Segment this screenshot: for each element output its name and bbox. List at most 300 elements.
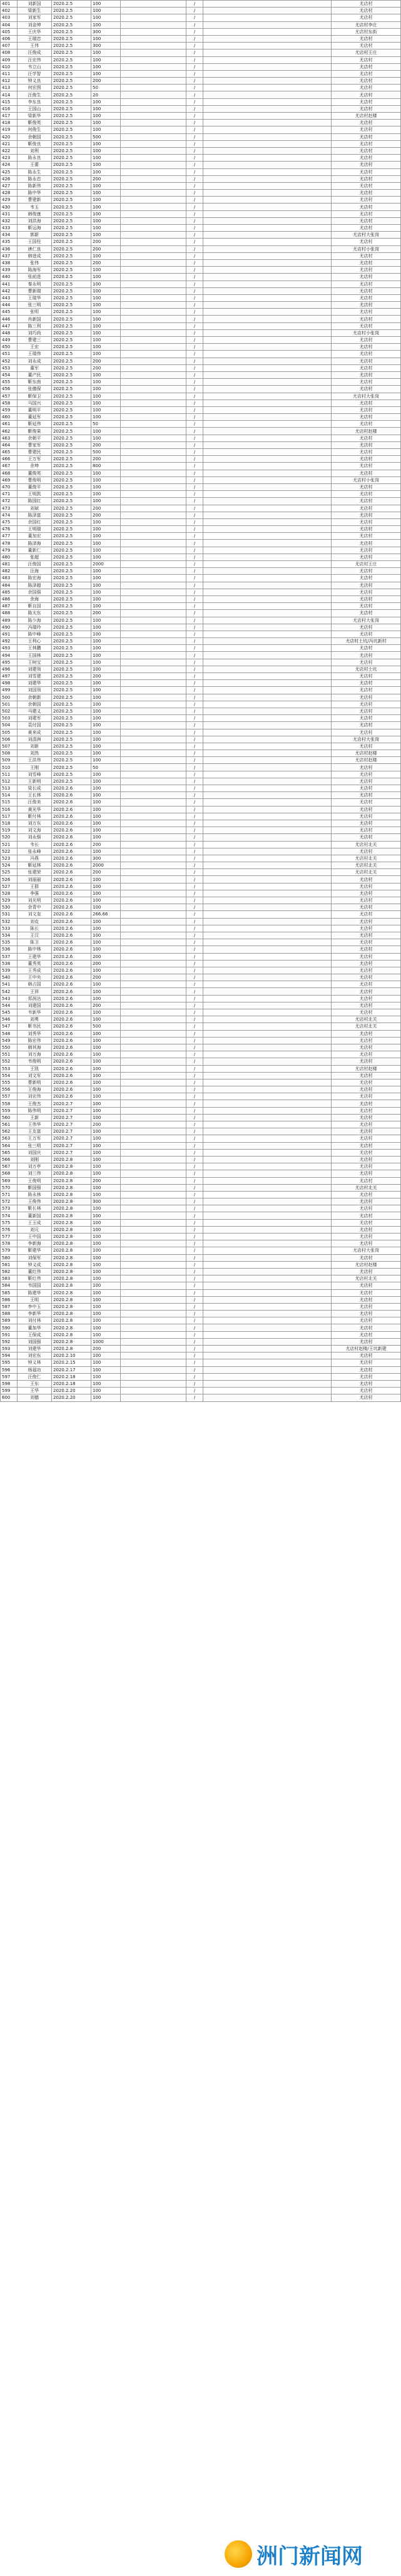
donor-village: 尤店村 — [332, 1163, 401, 1170]
slash-mark: / — [186, 652, 203, 659]
row-number: 579 — [1, 1247, 18, 1254]
blank-cell — [121, 876, 186, 883]
donor-village: 尤店村 — [332, 1380, 401, 1387]
blank-cell — [203, 252, 332, 259]
row-number: 482 — [1, 568, 18, 575]
donation-date: 2020.2.5 — [52, 708, 91, 714]
donation-date: 2020.2.5 — [52, 56, 91, 63]
row-number: 541 — [1, 981, 18, 988]
table-row — [1, 617, 401, 624]
row-number: 453 — [1, 364, 18, 371]
blank-cell — [121, 638, 186, 645]
table-row — [1, 267, 401, 274]
table-row — [1, 1079, 401, 1086]
donor-village: 尤店村 — [332, 785, 401, 792]
row-number: 521 — [1, 841, 18, 848]
table-row — [1, 337, 401, 344]
blank-cell — [203, 505, 332, 512]
table-row — [1, 603, 401, 610]
donation-amount: 100 — [91, 1205, 121, 1212]
donation-amount: 100 — [91, 498, 121, 505]
donor-village: 尤店村 — [332, 98, 401, 105]
donor-name: 李东良 — [18, 98, 52, 105]
slash-mark: / — [186, 547, 203, 554]
donor-name: 王伟华 — [18, 1121, 52, 1128]
donation-date: 2020.2.6 — [52, 841, 91, 848]
table-row — [1, 259, 401, 266]
blank-cell — [121, 1366, 186, 1373]
blank-cell — [121, 1254, 186, 1261]
donation-amount: 500 — [91, 1023, 121, 1030]
blank-cell — [121, 561, 186, 568]
table-row — [1, 1177, 401, 1184]
donation-date: 2020.2.5 — [52, 778, 91, 785]
row-number: 599 — [1, 1388, 18, 1394]
donation-amount: 100 — [91, 890, 121, 897]
donor-name: 韦长 — [18, 841, 52, 848]
slash-mark: / — [186, 967, 203, 974]
table-row — [1, 1051, 401, 1058]
donor-name: 刘克 — [18, 918, 52, 925]
blank-cell — [203, 883, 332, 890]
slash-mark: / — [186, 1359, 203, 1366]
blank-cell — [121, 589, 186, 595]
donor-name: 余坤 — [18, 463, 52, 470]
donation-date: 2020.2.7 — [52, 1135, 91, 1142]
blank-cell — [121, 595, 186, 602]
row-number: 559 — [1, 1107, 18, 1114]
donation-date: 2020.2.6 — [52, 1086, 91, 1093]
slash-mark: / — [186, 155, 203, 162]
row-number: 595 — [1, 1359, 18, 1366]
donor-village: 尤店村 — [332, 190, 401, 197]
donation-amount: 100 — [91, 379, 121, 386]
donation-amount: 100 — [91, 518, 121, 525]
row-number: 538 — [1, 960, 18, 967]
blank-cell — [121, 547, 186, 554]
donor-name: 刘国庆 — [18, 1149, 52, 1156]
donor-name: 刘文奎 — [18, 911, 52, 918]
donation-date: 2020.2.5 — [52, 414, 91, 421]
table-row — [1, 554, 401, 560]
blank-cell — [203, 1114, 332, 1121]
row-number: 409 — [1, 56, 18, 63]
donation-date: 2020.2.6 — [52, 834, 91, 841]
row-number: 450 — [1, 344, 18, 351]
donor-name: 刘国强 — [18, 1338, 52, 1345]
slash-mark: / — [186, 309, 203, 316]
slash-mark: / — [186, 736, 203, 743]
slash-mark: / — [186, 694, 203, 701]
blank-cell — [121, 1268, 186, 1275]
slash-mark: / — [186, 14, 203, 21]
donation-amount: 100 — [91, 834, 121, 841]
donor-name: 刘利 — [18, 147, 52, 154]
table-row — [1, 518, 401, 525]
blank-cell — [121, 190, 186, 197]
row-number: 476 — [1, 526, 18, 533]
slash-mark: / — [186, 834, 203, 841]
blank-cell — [203, 876, 332, 883]
donation-date: 2020.2.5 — [52, 78, 91, 85]
table-row — [1, 680, 401, 687]
blank-cell — [121, 526, 186, 533]
blank-cell — [203, 1240, 332, 1247]
blank-cell — [203, 911, 332, 918]
blank-cell — [203, 35, 332, 42]
donor-name: 汪俊美 — [18, 799, 52, 806]
table-row — [1, 967, 401, 974]
donation-amount: 100 — [91, 477, 121, 483]
blank-cell — [203, 1234, 332, 1240]
blank-cell — [121, 78, 186, 85]
donation-date: 2020.2.6 — [52, 1016, 91, 1023]
blank-cell — [121, 932, 186, 939]
slash-mark: / — [186, 1065, 203, 1072]
blank-cell — [121, 981, 186, 988]
blank-cell — [203, 1311, 332, 1317]
donation-date: 2020.2.5 — [52, 379, 91, 386]
table-row — [1, 925, 401, 932]
donation-date: 2020.2.6 — [52, 918, 91, 925]
donation-amount: 100 — [91, 1149, 121, 1156]
table-row — [1, 162, 401, 168]
blank-cell — [121, 147, 186, 154]
blank-cell — [121, 568, 186, 575]
donor-name: 靳俊良 — [18, 140, 52, 147]
table-row — [1, 470, 401, 477]
row-number: 445 — [1, 309, 18, 316]
donation-date: 2020.2.5 — [52, 428, 91, 435]
donor-village: 尤店村 — [332, 820, 401, 827]
donation-date: 2020.2.5 — [52, 204, 91, 210]
table-row — [1, 645, 401, 652]
blank-cell — [121, 701, 186, 708]
table-row — [1, 1065, 401, 1072]
blank-cell — [203, 512, 332, 518]
donor-village: 尤店村 — [332, 1086, 401, 1093]
row-number: 556 — [1, 1086, 18, 1093]
donor-village: 尤店村 — [332, 225, 401, 232]
blank-cell — [121, 722, 186, 729]
donor-name: 唐仁良 — [18, 245, 52, 252]
blank-cell — [203, 483, 332, 490]
slash-mark: / — [186, 386, 203, 393]
donation-date: 2020.2.5 — [52, 337, 91, 344]
donor-village: 尤店村 — [332, 974, 401, 981]
row-number: 493 — [1, 645, 18, 652]
blank-cell — [121, 1044, 186, 1051]
row-number: 520 — [1, 834, 18, 841]
donation-date: 2020.2.7 — [52, 1114, 91, 1121]
donation-date: 2020.2.6 — [52, 799, 91, 806]
table-row — [1, 1198, 401, 1205]
donor-village: 尤店村 — [332, 337, 401, 344]
blank-cell — [203, 175, 332, 182]
blank-cell — [203, 855, 332, 862]
blank-cell — [121, 974, 186, 981]
blank-cell — [203, 729, 332, 736]
blank-cell — [121, 225, 186, 232]
table-row — [1, 140, 401, 147]
donor-name: 黄来成 — [18, 729, 52, 736]
slash-mark: / — [186, 140, 203, 147]
donor-name: 陈永生 — [18, 168, 52, 175]
donation-amount: 100 — [91, 547, 121, 554]
slash-mark: / — [186, 575, 203, 582]
donor-name: 刘雪峰 — [18, 771, 52, 778]
blank-cell — [121, 252, 186, 259]
donor-name: 靳延林 — [18, 862, 52, 869]
slash-mark: / — [186, 666, 203, 672]
slash-mark: / — [186, 1, 203, 8]
donation-amount: 100 — [91, 1296, 121, 1303]
donation-date: 2020.2.5 — [52, 729, 91, 736]
donation-amount: 100 — [91, 1394, 121, 1401]
donor-name: 张前进 — [18, 274, 52, 281]
row-number: 429 — [1, 197, 18, 204]
donation-amount: 100 — [91, 344, 121, 351]
donor-village: 尤店村 — [332, 631, 401, 637]
donation-amount: 100 — [91, 722, 121, 729]
donation-date: 2020.2.5 — [52, 133, 91, 140]
blank-cell — [203, 56, 332, 63]
table-row — [1, 1324, 401, 1331]
donor-village: 尤店村 — [332, 441, 401, 448]
donor-village: 尤店村 — [332, 1394, 401, 1401]
row-number: 582 — [1, 1268, 18, 1275]
slash-mark: / — [186, 595, 203, 602]
donor-village: 尤店村小张岗 — [332, 245, 401, 252]
slash-mark: / — [186, 729, 203, 736]
donation-date: 2020.2.5 — [52, 190, 91, 197]
donor-village: 尤店村 — [332, 589, 401, 595]
donor-village: 尤店村 — [332, 1100, 401, 1107]
row-number: 540 — [1, 974, 18, 981]
blank-cell — [203, 1107, 332, 1114]
blank-cell — [203, 470, 332, 477]
blank-cell — [121, 1128, 186, 1135]
donation-date: 2020.2.5 — [52, 638, 91, 645]
blank-cell — [121, 946, 186, 953]
donation-date: 2020.2.6 — [52, 1065, 91, 1072]
donor-name: 王中央 — [18, 974, 52, 981]
blank-cell — [203, 1317, 332, 1324]
row-number: 597 — [1, 1373, 18, 1380]
donor-village: 尤店村 — [332, 701, 401, 708]
donor-name: 董俊英 — [18, 470, 52, 477]
table-row — [1, 638, 401, 645]
donor-village: 尤店村赵楼 — [332, 428, 401, 435]
donation-amount: 100 — [91, 659, 121, 666]
donation-date: 2020.2.5 — [52, 589, 91, 595]
donation-amount: 200 — [91, 1346, 121, 1352]
blank-cell — [121, 687, 186, 694]
donor-name: 刘家军 — [18, 14, 52, 21]
donor-name: 韩俊康 — [18, 210, 52, 217]
donor-name: 靳俊英 — [18, 120, 52, 126]
donor-village: 尤店村 — [332, 498, 401, 505]
donor-village: 尤店村 — [332, 56, 401, 63]
row-number: 428 — [1, 190, 18, 197]
blank-cell — [121, 736, 186, 743]
blank-cell — [121, 379, 186, 386]
blank-cell — [203, 1394, 332, 1401]
donation-amount: 100 — [91, 225, 121, 232]
slash-mark: / — [186, 49, 203, 56]
donor-village: 尤店村 — [332, 491, 401, 498]
donor-name: 刘刚 — [18, 1156, 52, 1163]
donation-date: 2020.2.5 — [52, 750, 91, 757]
donor-name: 刘万海 — [18, 1051, 52, 1058]
table-row — [1, 1037, 401, 1044]
row-number: 549 — [1, 1037, 18, 1044]
donor-village: 尤店村北关 — [332, 862, 401, 869]
blank-cell — [121, 1079, 186, 1086]
blank-cell — [203, 1219, 332, 1226]
table-row — [1, 610, 401, 617]
table-row — [1, 771, 401, 778]
donor-name: 曹新瑞 — [18, 287, 52, 294]
donor-village: 尤店村 — [332, 946, 401, 953]
table-row — [1, 105, 401, 112]
donation-amount: 20 — [91, 91, 121, 98]
donation-amount: 100 — [91, 386, 121, 393]
blank-cell — [121, 1184, 186, 1191]
donor-village: 尤店村 — [332, 351, 401, 358]
table-row — [1, 85, 401, 91]
donation-amount: 100 — [91, 1219, 121, 1226]
table-row — [1, 624, 401, 631]
donor-village: 尤店村 — [332, 1191, 401, 1198]
row-number: 547 — [1, 1023, 18, 1030]
donor-name: 梁新生 — [18, 8, 52, 14]
table-row — [1, 56, 401, 63]
donation-date: 2020.2.5 — [52, 659, 91, 666]
blank-cell — [121, 512, 186, 518]
slash-mark: / — [186, 91, 203, 98]
table-row — [1, 855, 401, 862]
slash-mark: / — [186, 638, 203, 645]
slash-mark: / — [186, 617, 203, 624]
blank-cell — [121, 406, 186, 413]
table-row — [1, 435, 401, 441]
donation-date: 2020.2.5 — [52, 568, 91, 575]
table-row — [1, 197, 401, 204]
blank-cell — [203, 120, 332, 126]
donor-village: 尤店村 — [332, 512, 401, 518]
table-row — [1, 512, 401, 518]
slash-mark: / — [186, 869, 203, 876]
donor-name: 王刚 — [18, 764, 52, 771]
donation-date: 2020.2.5 — [52, 1, 91, 8]
blank-cell — [121, 1311, 186, 1317]
donor-name: 汪俊成 — [18, 49, 52, 56]
donation-amount: 100 — [91, 582, 121, 589]
donor-name: 陈宏伟 — [18, 1037, 52, 1044]
donor-village: 尤店村 — [332, 652, 401, 659]
blank-cell — [121, 1226, 186, 1233]
donation-date: 2020.2.5 — [52, 652, 91, 659]
slash-mark: / — [186, 302, 203, 309]
table-row — [1, 78, 401, 85]
donation-amount: 200 — [91, 841, 121, 848]
donor-name: 靳运海 — [18, 225, 52, 232]
donation-date: 2020.2.6 — [52, 1093, 91, 1100]
donation-date: 2020.2.6 — [52, 904, 91, 911]
donor-name: 王俊杰 — [18, 1100, 52, 1107]
donor-village: 尤店村 — [332, 309, 401, 316]
donation-date: 2020.2.6 — [52, 1009, 91, 1016]
blank-cell — [121, 281, 186, 287]
table-row — [1, 393, 401, 399]
donor-name: 汪俊仁 — [18, 1373, 52, 1380]
row-number: 552 — [1, 1058, 18, 1065]
row-number: 440 — [1, 274, 18, 281]
donor-village: 尤店村 — [332, 274, 401, 281]
donor-name: 曹家军 — [18, 441, 52, 448]
donation-date: 2020.2.5 — [52, 743, 91, 750]
donor-name: 王保成 — [18, 1331, 52, 1338]
table-row — [1, 351, 401, 358]
donor-name: 王俊明 — [18, 1177, 52, 1184]
row-number: 506 — [1, 736, 18, 743]
slash-mark: / — [186, 274, 203, 281]
donation-date: 2020.2.6 — [52, 1058, 91, 1065]
donation-amount: 100 — [91, 1275, 121, 1282]
blank-cell — [203, 351, 332, 358]
donation-amount: 100 — [91, 287, 121, 294]
donation-amount: 100 — [91, 126, 121, 133]
blank-cell — [121, 182, 186, 189]
row-number: 452 — [1, 358, 18, 364]
table-row — [1, 1240, 401, 1247]
slash-mark: / — [186, 344, 203, 351]
slash-mark: / — [186, 1331, 203, 1338]
donation-date: 2020.2.20 — [52, 1394, 91, 1401]
donation-amount: 100 — [91, 701, 121, 708]
blank-cell — [203, 428, 332, 435]
donor-village: 尤店村 — [332, 1149, 401, 1156]
row-number: 408 — [1, 49, 18, 56]
donor-village: 尤店村 — [332, 792, 401, 799]
donation-amount: 200 — [91, 364, 121, 371]
donor-village: 尤店村 — [332, 133, 401, 140]
blank-cell — [203, 302, 332, 309]
blank-cell — [203, 43, 332, 49]
blank-cell — [121, 414, 186, 421]
blank-cell — [203, 687, 332, 694]
donation-amount: 100 — [91, 197, 121, 204]
blank-cell — [121, 21, 186, 28]
donor-village: 尤店村 — [332, 694, 401, 701]
row-number: 417 — [1, 113, 18, 120]
table-row — [1, 245, 401, 252]
table-row — [1, 421, 401, 428]
blank-cell — [203, 1388, 332, 1394]
row-number: 524 — [1, 862, 18, 869]
blank-cell — [121, 883, 186, 890]
donor-village: 尤店村 — [332, 1317, 401, 1324]
donation-amount: 100 — [91, 316, 121, 322]
donation-amount: 100 — [91, 918, 121, 925]
row-number: 548 — [1, 1030, 18, 1037]
blank-cell — [203, 463, 332, 470]
donor-name: 刘丽丽 — [18, 876, 52, 883]
donor-name: 靳延伟 — [18, 421, 52, 428]
donation-date: 2020.2.6 — [52, 1037, 91, 1044]
table-row — [1, 28, 401, 35]
